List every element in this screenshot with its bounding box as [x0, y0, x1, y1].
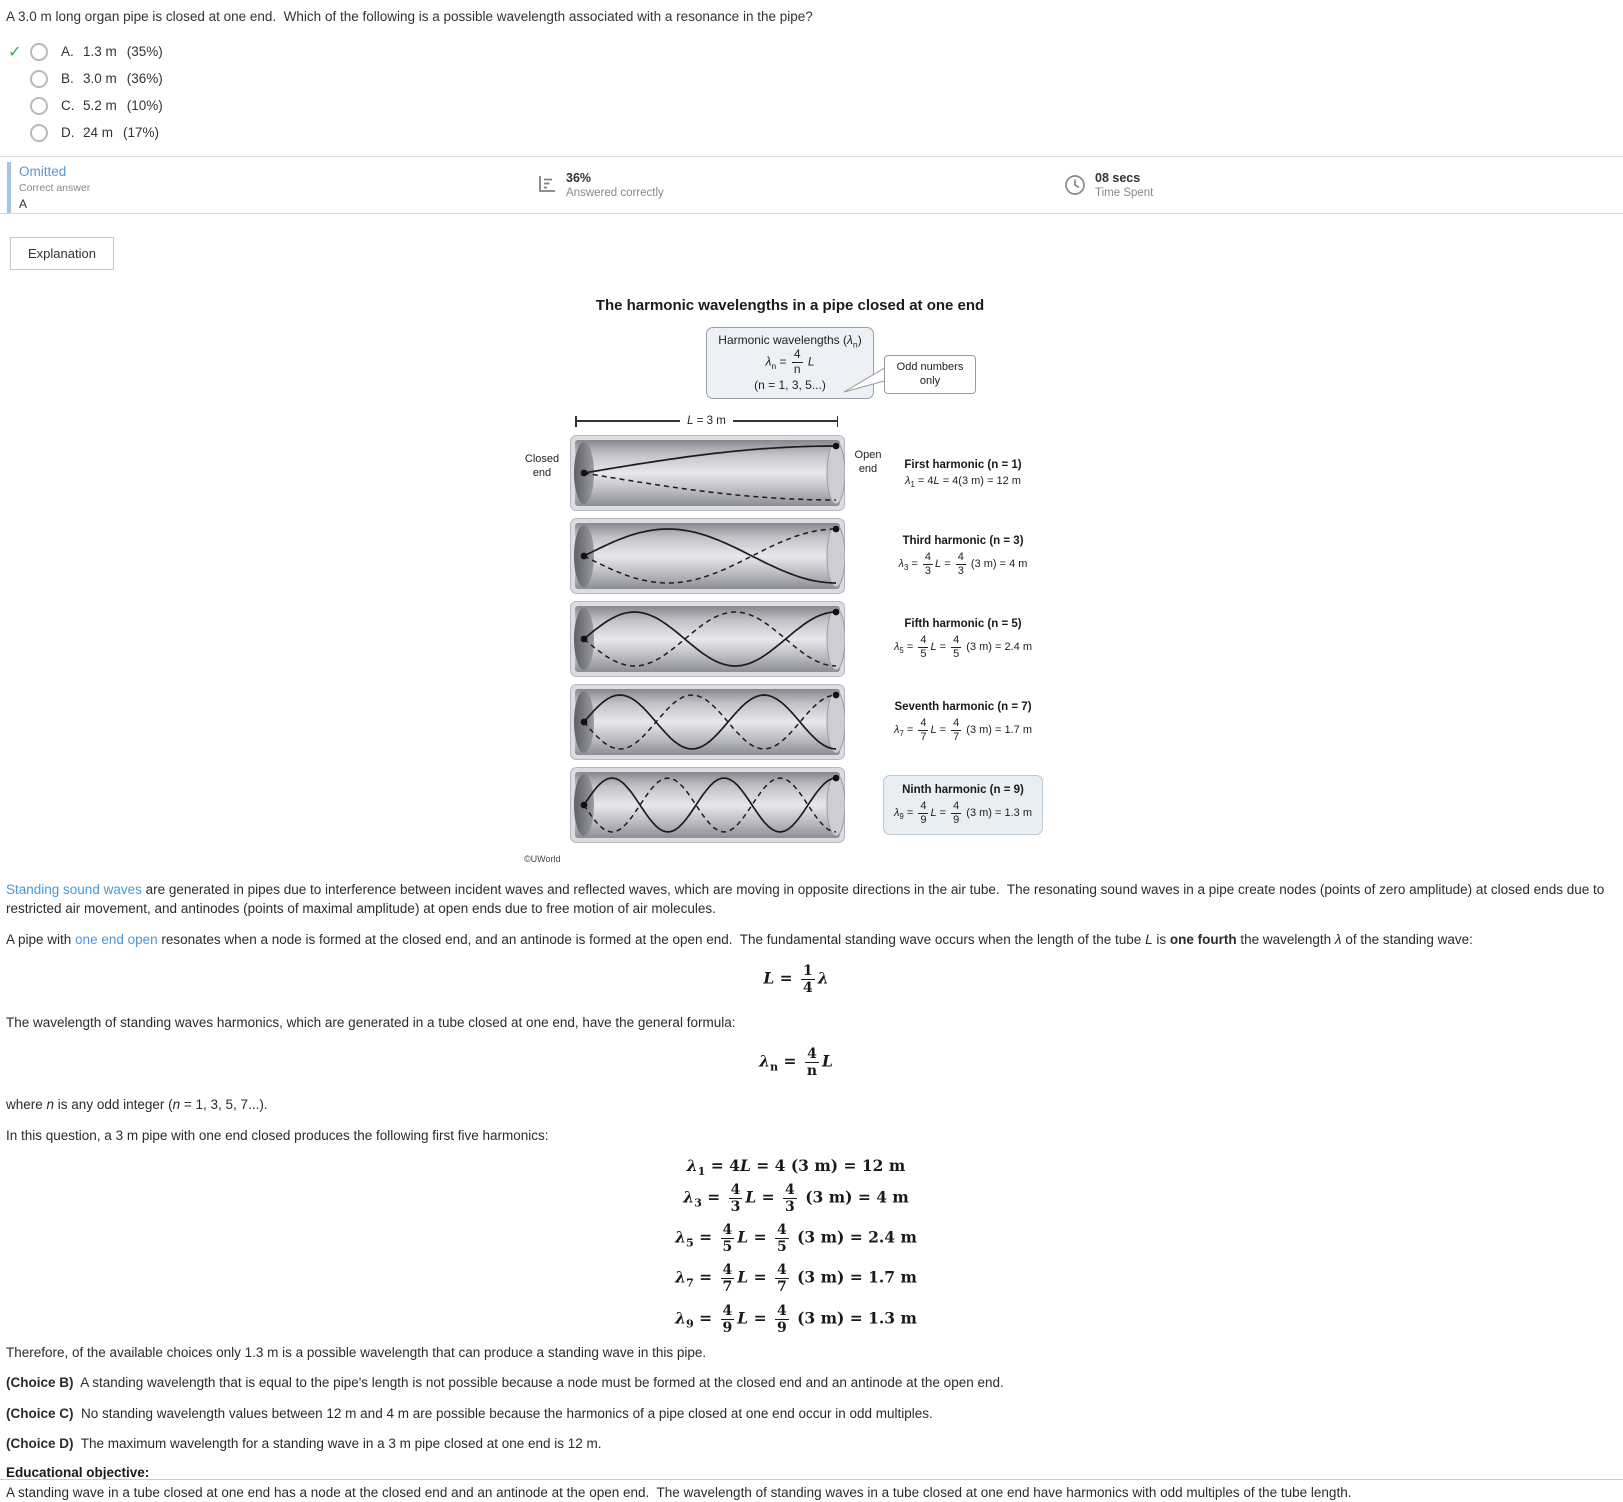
explanation-paragraph: A pipe with one end open resonates when a node is formed at the closed end, and an antinode is formed at the open end. The fundamental standing wave occurs when the length of the tube L is one fourth the wavelength λ of the standing wave: — [6, 931, 1473, 947]
bar-chart-icon — [536, 173, 558, 199]
fraction: $\frac{4}{9}$ — [920, 799, 927, 826]
fraction: $\frac{4}{7}$ — [722, 1262, 733, 1296]
choice-percent: (35%) — [126, 44, 163, 59]
fraction: $\frac{4}{n}$ — [806, 1045, 818, 1080]
correct-answer-label: Correct answer — [19, 182, 91, 194]
educational-objective-label: Educational objective: — [6, 1464, 150, 1480]
choice-percent: (36%) — [126, 71, 163, 86]
choice-percent: (10%) — [126, 98, 163, 113]
fraction: $\frac{4}{n}$ — [793, 347, 801, 376]
pipe-harmonic-5 — [570, 601, 845, 677]
result-stats-bar — [0, 162, 1623, 213]
answered-label: Answered correctly — [566, 187, 664, 199]
fraction: $\frac{4}{5}$ — [953, 633, 960, 660]
harmonic-equation: $\lambda_1 = 4L = 4(3$ m) = 12 m — [905, 475, 1021, 490]
harmonic-label — [868, 767, 1058, 843]
choice-row-b — [0, 65, 1623, 92]
choice-row-a — [0, 38, 1623, 65]
educational-objective-text: A standing wave in a tube closed at one end has a node at the closed end and an antinode at the open end. The wavelength of standing waves in a tube closed at one end have harmonics with odd multiples of the tube length. — [6, 1484, 1352, 1500]
answered-correctly-stat — [536, 171, 664, 199]
harmonic-equation-row: $\lambda_1 = 4L = 4$ (3 m) = 12 m — [686, 1156, 906, 1179]
result-summary — [19, 164, 90, 211]
radio-icon[interactable] — [30, 124, 48, 142]
uworld-question-review-page — [0, 9, 1623, 1500]
choice-letter: A. — [61, 44, 74, 59]
result-status: Omitted — [19, 164, 67, 179]
explanation-paragraph: where n is any odd integer (n = 1, 3, 5, 7...). — [6, 1097, 268, 1113]
choice-row-d — [0, 119, 1623, 146]
time-label: Time Spent — [1095, 187, 1154, 199]
choice-letter: C. — [61, 98, 75, 113]
choice-value: 1.3 m — [83, 44, 117, 59]
fraction: $\frac{4}{3}$ — [924, 550, 932, 577]
choice-value: 24 m — [83, 125, 114, 140]
fraction: $\frac{1}{4}$ — [803, 963, 813, 997]
harmonic-label-inner — [894, 618, 1032, 660]
harmonic-label-inner — [894, 701, 1032, 743]
bottom-divider — [0, 1479, 1623, 1480]
formula-box-line3: (n = 1, 3, 5...) — [754, 378, 826, 392]
harmonics-figure — [0, 270, 1623, 872]
choice-letter: B. — [61, 71, 74, 86]
explanation-paragraph: Therefore, of the available choices only 1.3 m is a possible wavelength that can produce a standing wave in this pipe. — [6, 1344, 707, 1360]
figure-title: The harmonic wavelengths in a pipe closed at one end — [595, 297, 985, 314]
fraction: $\frac{4}{5}$ — [920, 633, 927, 660]
fraction: $\frac{4}{7}$ — [776, 1262, 787, 1296]
harmonic-label-inner — [899, 535, 1028, 577]
fraction: $\frac{4}{3}$ — [785, 1182, 795, 1216]
tab-explanation[interactable]: Explanation — [10, 237, 114, 270]
harmonic-title: Third harmonic (n = 3) — [902, 534, 1024, 547]
choice-letter: D. — [61, 125, 75, 140]
harmonic-label-highlight-box — [883, 775, 1043, 835]
time-value: 08 secs — [1095, 171, 1141, 185]
formula-box-line2: $\lambda_n$ = $\frac{4}{n}$ L — [765, 347, 815, 376]
dimension-tick — [837, 416, 839, 427]
harmonic-equation-row: $\lambda_5$ = $\frac{4}{5}$ L = $\frac{4}{5}$ (3 m) = 2.4 m — [675, 1222, 917, 1256]
harmonic-equation: $\lambda_3$ = $\frac{4}{3}$ L = $\frac{4}{3}$ (3 m) = 4 m — [898, 550, 1028, 577]
radio-icon[interactable] — [30, 97, 48, 115]
explanation-paragraph: The wavelength of standing waves harmonics, which are generated in a tube closed at one end, have the general formula: — [6, 1014, 736, 1030]
harmonic-title: Fifth harmonic (n = 5) — [904, 617, 1022, 630]
equation-general: $\lambda_n$ = $\frac{4}{n}$ L — [759, 1045, 833, 1080]
clock-icon — [1063, 173, 1087, 200]
harmonic-label — [868, 518, 1058, 594]
harmonic-equation-row: $\lambda_3$ = $\frac{4}{3}$ L = $\frac{4}{3}$ (3 m) = 4 m — [683, 1182, 909, 1216]
harmonic-title: First harmonic (n = 1) — [904, 459, 1022, 471]
fraction: $\frac{4}{5}$ — [722, 1222, 733, 1256]
harmonic-equations-block — [6, 1156, 1617, 1336]
pipe-harmonic-3 — [570, 518, 845, 594]
fraction: $\frac{4}{9}$ — [953, 799, 960, 826]
choice-c-explanation: (Choice C) No standing wavelength values between 12 m and 4 m are possible because the harmonics of a pipe closed at one end occur in odd multiples. — [6, 1405, 933, 1421]
answer-choices — [0, 38, 1623, 146]
harmonic-equation: $\lambda_5$ = $\frac{4}{5}$ L = $\frac{4}{5}$ (3 m) = 2.4 m — [893, 633, 1033, 660]
length-dimension — [575, 415, 838, 427]
harmonic-label-inner — [904, 459, 1022, 490]
radio-icon[interactable] — [30, 43, 48, 61]
answered-pct: 36% — [566, 171, 592, 185]
dimension-line — [733, 420, 837, 422]
text-link[interactable]: Standing sound waves — [6, 882, 142, 897]
dimension-label: L = 3 m — [687, 415, 726, 427]
figure-credit: ©UWorld — [524, 854, 561, 864]
text-link[interactable]: one end open — [75, 931, 158, 947]
harmonic-title: Seventh harmonic (n = 7) — [894, 700, 1032, 713]
radio-icon[interactable] — [30, 70, 48, 88]
choice-row-c — [0, 92, 1623, 119]
explanation-paragraph: In this question, a 3 m pipe with one end closed produces the following first five harmonics: — [6, 1127, 549, 1143]
pipe-diagrams — [570, 435, 845, 850]
pipe-harmonic-9 — [570, 767, 845, 843]
fraction: $\frac{4}{7}$ — [953, 716, 960, 743]
open-end-label: Open end — [854, 449, 882, 475]
odd-numbers-callout: Odd numbers only — [884, 355, 976, 394]
time-spent-text — [1095, 171, 1153, 200]
question-text: A 3.0 m long organ pipe is closed at one end. Which of the following is a possible wavelength associated with a resonance in the pipe? — [6, 9, 813, 24]
harmonic-equation: $\lambda_9$ = $\frac{4}{9}$ L = $\frac{4}{9}$ (3 m) = 1.3 m — [893, 799, 1033, 826]
equation-fundamental: L = $\frac{1}{4}$ λ — [763, 963, 829, 997]
choice-b-explanation: (Choice B) A standing wavelength that is equal to the pipe's length is not possible because a node must be formed at the closed end and an antinode at the open end. — [6, 1375, 1004, 1391]
tab-bar — [0, 237, 1623, 270]
choice-percent: (17%) — [123, 125, 160, 140]
dimension-line — [577, 420, 681, 422]
answered-correctly-text — [566, 171, 664, 199]
harmonic-equation: $\lambda_7$ = $\frac{4}{7}$ L = $\frac{4}{7}$ (3 m) = 1.7 m — [893, 716, 1033, 743]
pipe-harmonic-7 — [570, 684, 845, 760]
explanation-paragraph: Standing sound waves are generated in pipes due to interference between incident waves and reflected waves, which are moving in opposite directions in the air tube. The resonating sound waves in a pipe create nodes (points of zero amplitude) at closed ends due to restricted air movement, and antinodes (points of maximal amplitude) at open ends due to free motion of air molecules. — [6, 882, 1608, 917]
choice-value: 3.0 m — [83, 71, 117, 86]
fraction: $\frac{4}{9}$ — [722, 1302, 733, 1336]
fraction: $\frac{4}{7}$ — [920, 716, 927, 743]
divider — [0, 156, 1623, 157]
correct-check-icon: ✓ — [8, 43, 22, 61]
formula-box-line1: Harmonic wavelengths $(\lambda_n)$ — [718, 333, 862, 350]
fraction: $\frac{4}{5}$ — [776, 1222, 787, 1256]
harmonic-equation-row: $\lambda_9$ = $\frac{4}{9}$ L = $\frac{4}{9}$ (3 m) = 1.3 m — [675, 1302, 917, 1336]
harmonic-labels-column — [868, 435, 1058, 850]
choice-d-explanation: (Choice D) The maximum wavelength for a standing wave in a 3 m pipe closed at one end is 12 m. — [6, 1436, 602, 1452]
harmonic-label — [868, 435, 1058, 511]
pipe-harmonic-1 — [570, 435, 845, 511]
fraction: $\frac{4}{9}$ — [776, 1302, 787, 1336]
closed-end-label: Closed end — [524, 453, 560, 479]
correct-answer-value: A — [19, 197, 28, 211]
explanation-body — [6, 880, 1617, 1502]
choice-value: 5.2 m — [83, 98, 117, 113]
harmonic-label — [868, 684, 1058, 760]
harmonic-title: Ninth harmonic (n = 9) — [902, 783, 1024, 796]
callout-pointer — [840, 362, 890, 398]
fraction: $\frac{4}{3}$ — [957, 550, 964, 577]
divider — [0, 213, 1623, 214]
time-spent-stat — [1063, 171, 1153, 200]
harmonic-equation-row: $\lambda_7$ = $\frac{4}{7}$ L = $\frac{4}{7}$ (3 m) = 1.7 m — [675, 1262, 917, 1296]
fraction: $\frac{4}{3}$ — [730, 1182, 741, 1216]
harmonic-label — [868, 601, 1058, 677]
